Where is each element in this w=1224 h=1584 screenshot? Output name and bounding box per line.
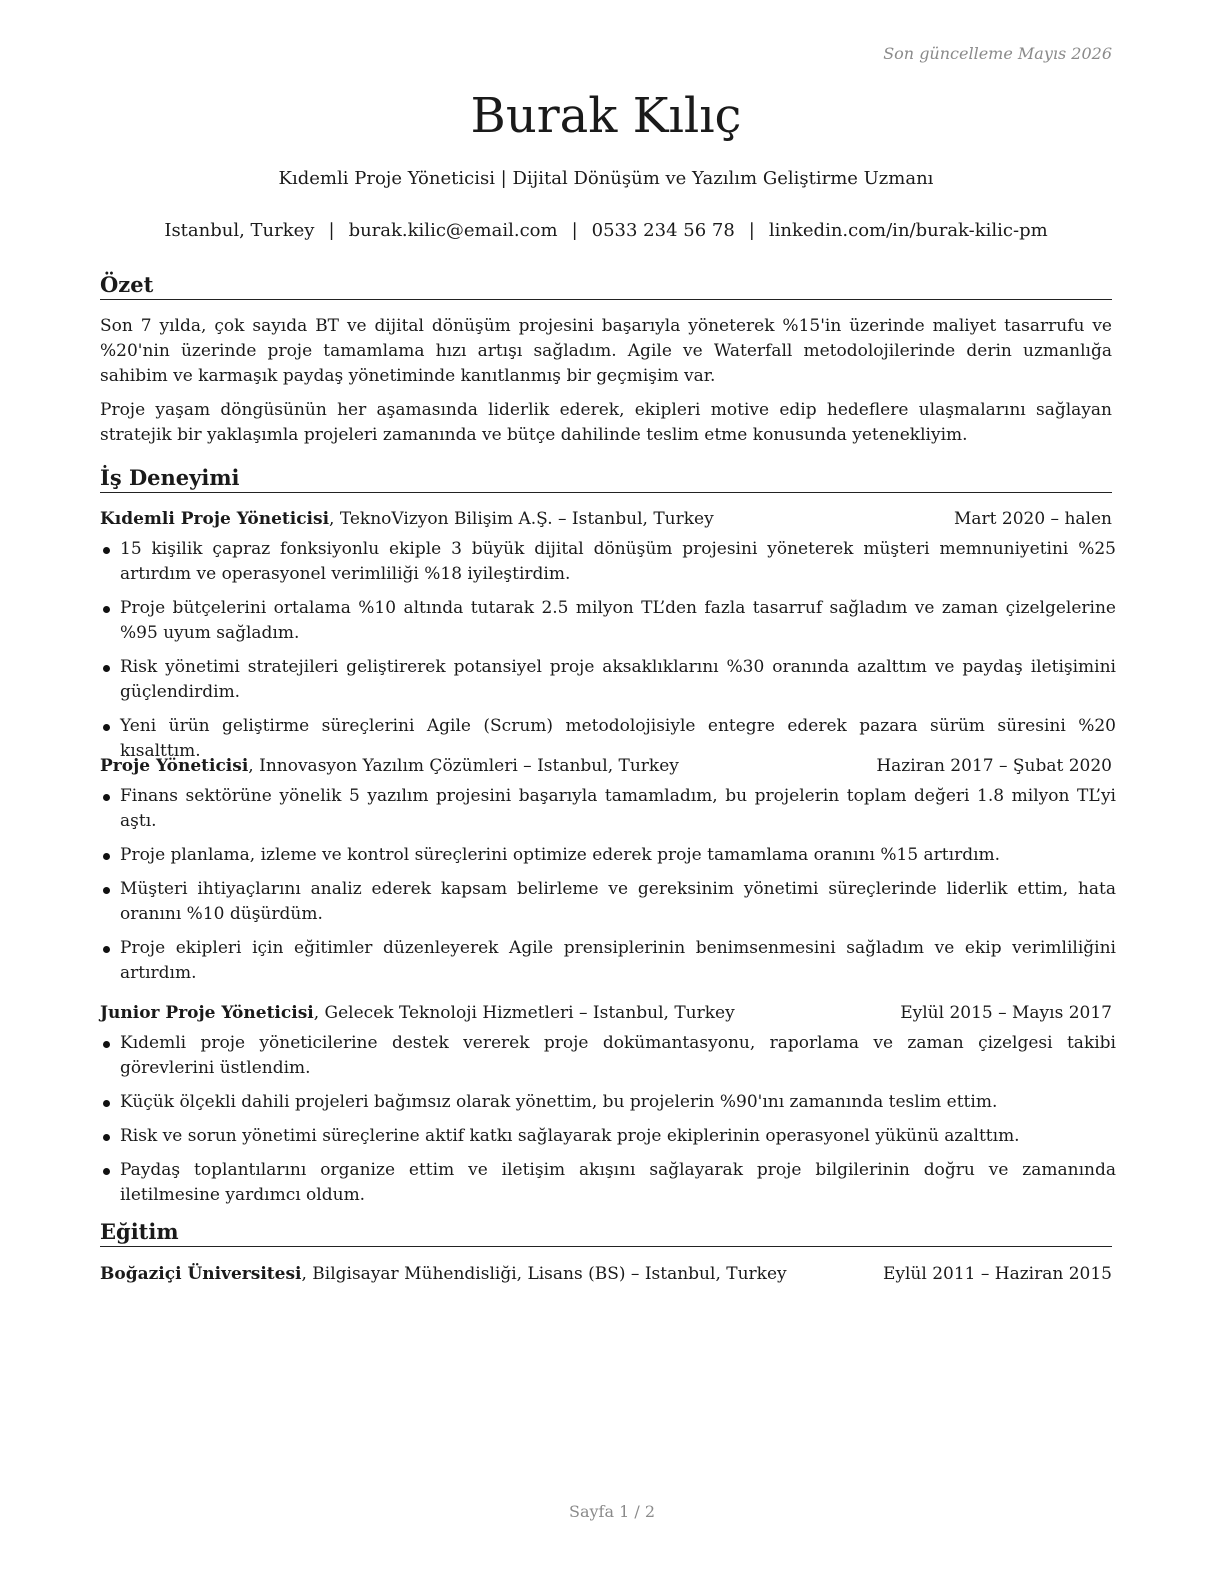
- candidate-name: Burak Kılıç: [470, 88, 742, 144]
- separator: |: [571, 220, 578, 241]
- list-item: Finans sektörüne yönelik 5 yazılım projesini başarıyla tamamladım, bu projelerin toplam değeri 1.8 milyon TL’yi aştı.: [100, 784, 1116, 834]
- headline: Kıdemli Proje Yöneticisi | Dijital Dönüşüm ve Yazılım Geliştirme Uzmanı: [278, 168, 934, 189]
- education-details: , Bilgisayar Mühendisliği, Lisans (BS) – Istanbul, Turkey: [301, 1264, 787, 1284]
- list-item: Risk ve sorun yönetimi süreçlerine aktif katkı sağlayarak proje ekiplerinin operasyonel yükünü azalttım.: [100, 1124, 1116, 1149]
- job-title-line: [100, 1001, 735, 1026]
- list-item: Küçük ölçekli dahili projeleri bağımsız olarak yönettim, bu projelerin %90'ını zamanında teslim ettim.: [100, 1090, 1116, 1115]
- education-dates: Eylül 2011 – Haziran 2015: [882, 1264, 1112, 1284]
- section-title-experience: İş Deneyimi: [100, 465, 1112, 493]
- list-item: Kıdemli proje yöneticilerine destek vererek proje dokümantasyonu, raporlama ve zaman çizelgesi takibi görevlerini üstlendim.: [100, 1031, 1116, 1081]
- list-item: Risk yönetimi stratejileri geliştirerek potansiyel proje aksaklıklarını %30 oranında azalttım ve paydaş iletişimini güçlendirdim.: [100, 655, 1116, 705]
- education-school: Boğaziçi Üniversitesi: [100, 1264, 302, 1284]
- list-item: Paydaş toplantılarını organize ettim ve iletişim akışını sağlayarak proje bilgilerinin doğru ve zamanında iletilmesine yardımcı oldum.: [100, 1158, 1116, 1208]
- summary-paragraph: Son 7 yılda, çok sayıda BT ve dijital dönüşüm projesini başarıyla yöneterek %15'in üzerinde maliyet tasarrufu ve %20'nin üzerinde proje tamamlama hızı artışı sağladım. Agile ve Waterfall metodolojilerinde derin uzmanlığa sahibim ve karmaşık paydaş yönetiminde kanıtlanmış bir geçmişim var.: [100, 316, 1112, 386]
- list-item: 15 kişilik çapraz fonksiyonlu ekiple 3 büyük dijital dönüşüm projesini yöneterek müşteri memnuniyetini %25 artırdım ve operasyonel verimliliği %18 iyileştirdim.: [100, 537, 1116, 587]
- job-company: , Gelecek Teknoloji Hizmetleri – Istanbul, Turkey: [313, 1003, 735, 1023]
- list-item: Proje bütçelerini ortalama %10 altında tutarak 2.5 milyon TL’den fazla tasarruf sağladım ve zaman çizelgelerine %95 uyum sağladım.: [100, 596, 1116, 646]
- job-header: [100, 754, 1112, 779]
- list-item: Proje ekipleri için eğitimler düzenleyerek Agile prensiplerinin benimsenmesini sağladım ve ekip verimliliğini artırdım.: [100, 936, 1116, 986]
- job-role: Junior Proje Yöneticisi: [100, 1003, 314, 1023]
- job-dates: Mart 2020 – halen: [953, 509, 1112, 529]
- contact-location: Istanbul, Turkey: [164, 220, 315, 241]
- education-entry: [100, 1262, 1112, 1287]
- job-header: [100, 507, 1112, 532]
- page-number: Sayfa 1 / 2: [568, 1502, 655, 1521]
- job-role: Kıdemli Proje Yöneticisi: [100, 509, 330, 529]
- job-title-line: [100, 507, 714, 532]
- job-bullets: [100, 1031, 1116, 1217]
- list-item: Yeni ürün geliştirme süreçlerini Agile (Scrum) metodolojisiyle entegre ederek pazara sürüm süresini %20 kısalttım.: [100, 714, 1116, 764]
- contact-line: [100, 218, 1112, 244]
- job-title-line: [100, 754, 679, 779]
- job-bullets: [100, 784, 1116, 995]
- job-role: Proje Yöneticisi: [100, 756, 249, 776]
- summary-paragraph: Proje yaşam döngüsünün her aşamasında liderlik ederek, ekipleri motive edip hedeflere ulaşmalarını sağlayan stratejik bir yaklaşımla projeleri zamanında ve bütçe dahilinde teslim etme konusunda yetenekliyim.: [100, 400, 1112, 445]
- job-header: [100, 1001, 1112, 1026]
- education-line: [100, 1262, 787, 1287]
- contact-email[interactable]: burak.kilic@email.com: [348, 220, 558, 241]
- separator: |: [748, 220, 755, 241]
- section-title-education: Eğitim: [100, 1219, 1112, 1247]
- job-company: , Innovasyon Yazılım Çözümleri – Istanbul, Turkey: [248, 756, 679, 776]
- separator: |: [328, 220, 335, 241]
- job-bullets: [100, 537, 1116, 773]
- contact-phone: 0533 234 56 78: [591, 220, 735, 241]
- job-company: , TeknoVizyon Bilişim A.Ş. – Istanbul, Turkey: [329, 509, 714, 529]
- contact-linkedin[interactable]: linkedin.com/in/burak-kilic-pm: [768, 220, 1048, 241]
- job-dates: Haziran 2017 – Şubat 2020: [876, 756, 1112, 776]
- section-title-summary: Özet: [100, 272, 1112, 300]
- job-dates: Eylül 2015 – Mayıs 2017: [900, 1003, 1112, 1023]
- list-item: Müşteri ihtiyaçlarını analiz ederek kapsam belirleme ve gereksinim yönetimi süreçlerinde liderlik ettim, hata oranını %10 düşürdüm.: [100, 877, 1116, 927]
- last-updated: Son güncelleme Mayıs 2026: [883, 44, 1112, 63]
- list-item: Proje planlama, izleme ve kontrol süreçlerini optimize ederek proje tamamlama oranını %15 artırdım.: [100, 843, 1116, 868]
